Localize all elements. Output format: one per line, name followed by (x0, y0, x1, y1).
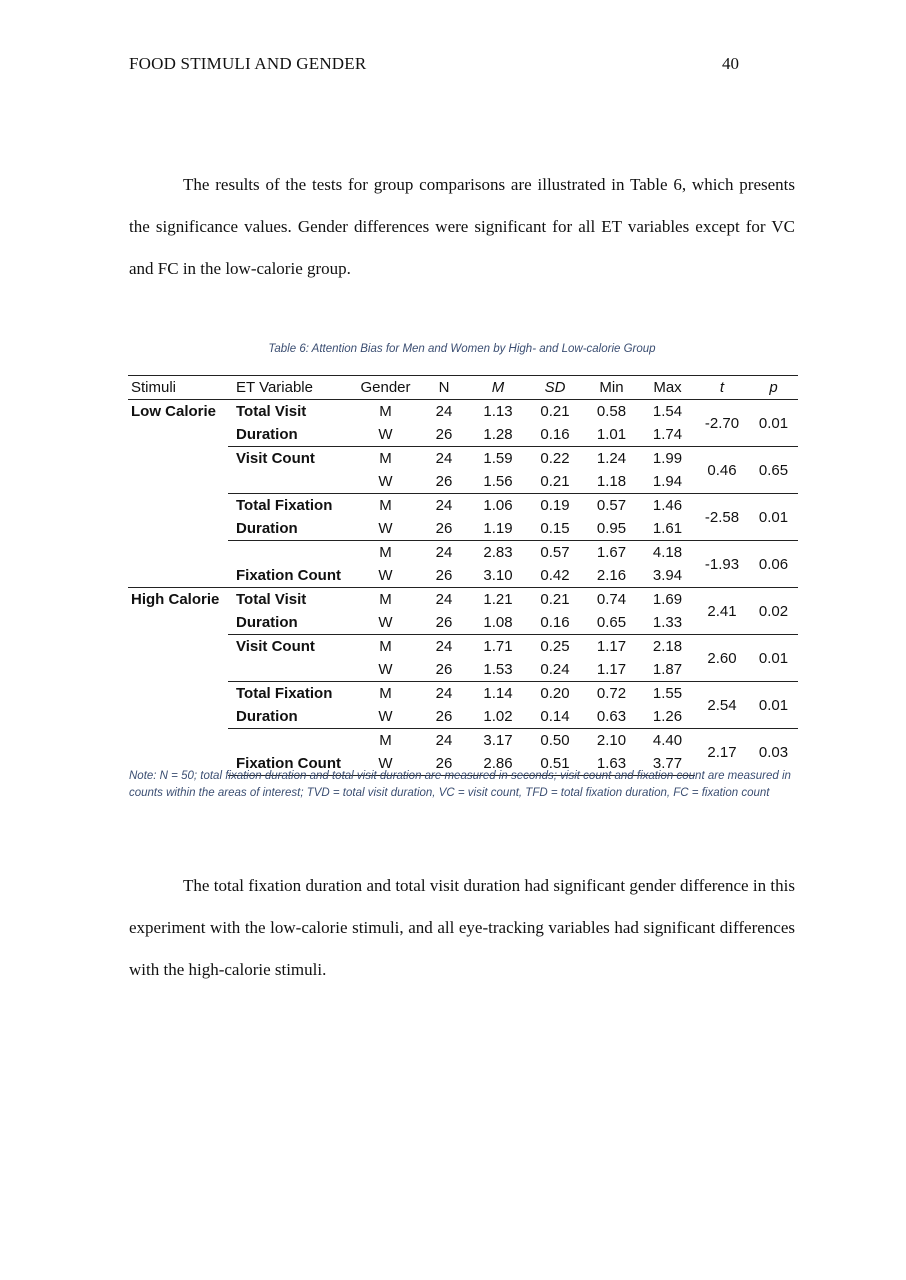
table-row (128, 682, 798, 706)
cell-gender: W (378, 567, 393, 584)
header-n: N (419, 376, 469, 400)
cell-max: 2.18 (640, 635, 695, 659)
header-sd: SD (527, 376, 583, 400)
table-row (128, 494, 798, 518)
table-row (128, 400, 798, 424)
cell-sd: 0.16 (540, 614, 570, 631)
results-table (128, 375, 798, 776)
cell-sd: 0.20 (527, 682, 583, 706)
cell-t-statistic: -1.93 (695, 541, 749, 588)
header-p: p (749, 376, 798, 400)
cell-sd: 0.14 (540, 708, 570, 725)
cell-gender: M (379, 403, 392, 420)
cell-max: 1.69 (640, 588, 695, 612)
table-note: Note: N = 50; total fixation duration and total visit duration are measured in seconds; visit count and fixation count are measured in counts within the areas of interest; TVD = total visit duration, VC = visit count, TFD = total fixation duration, FC = fixation count (129, 770, 791, 799)
et-variable-label: Total Visit (228, 588, 352, 612)
et-variable-label: Duration (236, 426, 298, 443)
header-t: t (695, 376, 749, 400)
cell-gender: M (352, 682, 419, 706)
cell-m: 1.19 (483, 520, 513, 537)
cell-min: 1.01 (596, 426, 627, 443)
cell-gender: W (378, 614, 393, 631)
cell-max: 1.99 (640, 447, 695, 471)
et-variable-label: Fixation Count (236, 567, 341, 584)
cell-m: 1.71 (469, 635, 527, 659)
cell-gender: W (378, 426, 393, 443)
cell-sd: 0.24 (540, 661, 570, 678)
cell-gender: W (378, 520, 393, 537)
et-variable-label: Total Fixation (228, 494, 352, 518)
header-stimuli: Stimuli (128, 376, 228, 400)
cell-min: 2.16 (596, 567, 627, 584)
cell-m: 1.56 (483, 473, 513, 490)
table-row (128, 541, 798, 565)
cell-min: 1.18 (596, 473, 627, 490)
cell-gender: W (352, 752, 419, 776)
et-variable-label (228, 658, 352, 682)
et-variable-label (228, 729, 352, 753)
et-variable-label: Total Visit (236, 403, 307, 420)
cell-min: 0.95 (596, 520, 627, 537)
body-paragraph-2 (129, 865, 795, 991)
cell-sd: 0.21 (540, 403, 570, 420)
body-paragraph-2-text: The total fixation duration and total visit duration had significant gender difference in this experiment with the low-calorie stimuli, and all eye-tracking variables had significant differences with the high-calorie stimuli. (129, 876, 795, 979)
cell-p-value: 0.02 (749, 588, 798, 635)
cell-n: 26 (435, 473, 453, 490)
header-gender: Gender (352, 376, 419, 400)
cell-t-statistic: 0.46 (695, 447, 749, 494)
cell-sd: 0.19 (527, 494, 583, 518)
body-paragraph-1-text: The results of the tests for group comparisons are illustrated in Table 6, which presents the significance values. Gender differences were significant for all ET variables except for VC and FC in the low-calorie group. (129, 175, 795, 278)
cell-t-statistic: -2.70 (704, 414, 740, 432)
cell-min: 1.24 (583, 447, 640, 471)
header-et-variable: ET Variable (228, 376, 352, 400)
cell-gender: W (378, 473, 393, 490)
cell-max: 3.77 (640, 752, 695, 776)
cell-sd: 0.25 (527, 635, 583, 659)
cell-max: 1.33 (652, 614, 683, 631)
cell-max: 4.40 (640, 729, 695, 753)
cell-m: 1.53 (483, 661, 513, 678)
cell-max: 1.46 (640, 494, 695, 518)
cell-p-value: 0.01 (749, 682, 798, 729)
table-header-row (128, 376, 798, 400)
cell-m: 3.10 (483, 567, 513, 584)
cell-n: 24 (419, 541, 469, 565)
cell-n: 26 (435, 614, 453, 631)
cell-n: 26 (435, 426, 453, 443)
table-caption: Table 6: Attention Bias for Men and Women by High- and Low-calorie Group (268, 343, 656, 355)
cell-m: 1.06 (469, 494, 527, 518)
cell-m: 1.14 (469, 682, 527, 706)
table-row (128, 447, 798, 471)
cell-max: 1.74 (652, 426, 683, 443)
header-max: Max (640, 376, 695, 400)
running-head: FOOD STIMULI AND GENDER (129, 54, 367, 73)
cell-t-statistic: 2.41 (695, 588, 749, 635)
cell-m: 1.02 (483, 708, 513, 725)
cell-m: 1.21 (469, 588, 527, 612)
cell-t-statistic: -2.58 (695, 494, 749, 541)
cell-t-statistic: 2.17 (695, 729, 749, 776)
cell-sd: 0.57 (527, 541, 583, 565)
cell-min: 2.10 (583, 729, 640, 753)
cell-n: 26 (419, 752, 469, 776)
cell-sd: 0.22 (527, 447, 583, 471)
cell-p-value: 0.65 (749, 447, 798, 494)
cell-m: 1.59 (469, 447, 527, 471)
table-row (128, 588, 798, 612)
stimuli-group-label: High Calorie (128, 588, 228, 776)
cell-gender: M (352, 635, 419, 659)
cell-n: 26 (435, 661, 453, 678)
table-body (128, 400, 798, 776)
cell-m: 2.83 (469, 541, 527, 565)
cell-max: 1.87 (652, 661, 683, 678)
et-variable-label: Visit Count (228, 447, 352, 471)
cell-max: 1.94 (652, 473, 683, 490)
cell-n: 24 (419, 494, 469, 518)
cell-n: 24 (419, 729, 469, 753)
cell-gender: M (352, 494, 419, 518)
cell-n: 26 (435, 520, 453, 537)
cell-sd: 0.21 (540, 473, 570, 490)
cell-sd: 0.42 (540, 567, 570, 584)
page-number: 40 (722, 54, 739, 73)
cell-min: 0.72 (583, 682, 640, 706)
cell-max: 4.18 (640, 541, 695, 565)
cell-t-statistic: 2.54 (695, 682, 749, 729)
et-variable-label: Total Fixation (228, 682, 352, 706)
cell-min: 1.17 (596, 661, 627, 678)
cell-n: 24 (419, 447, 469, 471)
cell-gender: M (352, 729, 419, 753)
et-variable-label (228, 470, 352, 494)
et-variable-label: Duration (236, 520, 298, 537)
cell-min: 1.17 (583, 635, 640, 659)
table-row (128, 635, 798, 659)
cell-p-value: 0.01 (749, 494, 798, 541)
et-variable-label: Duration (236, 614, 298, 631)
cell-gender: M (352, 541, 419, 565)
cell-p-value: 0.01 (749, 635, 798, 682)
cell-sd: 0.51 (527, 752, 583, 776)
cell-max: 1.55 (640, 682, 695, 706)
cell-m: 3.17 (469, 729, 527, 753)
body-paragraph-1 (129, 164, 795, 290)
cell-max: 3.94 (652, 567, 683, 584)
cell-gender: M (352, 588, 419, 612)
cell-min: 0.63 (596, 708, 627, 725)
cell-sd: 0.15 (540, 520, 570, 537)
cell-gender: W (378, 661, 393, 678)
cell-min: 0.65 (596, 614, 627, 631)
cell-p-value: 0.06 (749, 541, 798, 588)
cell-n: 24 (419, 682, 469, 706)
stimuli-group-label: Low Calorie (131, 403, 217, 420)
cell-max: 1.61 (652, 520, 683, 537)
et-variable-label: Visit Count (228, 635, 352, 659)
table-row (128, 729, 798, 753)
et-variable-label: Duration (236, 708, 298, 725)
et-variable-label (228, 541, 352, 565)
cell-max: 1.26 (652, 708, 683, 725)
cell-m: 1.13 (483, 403, 513, 420)
cell-m: 2.86 (469, 752, 527, 776)
cell-min: 0.58 (596, 403, 627, 420)
cell-sd: 0.16 (540, 426, 570, 443)
cell-min: 1.63 (583, 752, 640, 776)
cell-gender: W (378, 708, 393, 725)
cell-min: 0.57 (583, 494, 640, 518)
cell-t-statistic: 2.60 (695, 635, 749, 682)
cell-n: 26 (435, 708, 453, 725)
header-min: Min (583, 376, 640, 400)
cell-n: 24 (435, 403, 453, 420)
cell-p-value: 0.03 (749, 729, 798, 776)
cell-m: 1.28 (483, 426, 513, 443)
cell-n: 24 (419, 588, 469, 612)
cell-max: 1.54 (652, 403, 683, 420)
header-m: M (469, 376, 527, 400)
cell-gender: M (352, 447, 419, 471)
cell-min: 1.67 (583, 541, 640, 565)
cell-m: 1.08 (483, 614, 513, 631)
cell-n: 24 (419, 635, 469, 659)
cell-n: 26 (435, 567, 453, 584)
cell-sd: 0.21 (527, 588, 583, 612)
cell-sd: 0.50 (527, 729, 583, 753)
et-variable-label: Fixation Count (228, 752, 352, 776)
cell-min: 0.74 (583, 588, 640, 612)
cell-p-value: 0.01 (758, 414, 789, 432)
